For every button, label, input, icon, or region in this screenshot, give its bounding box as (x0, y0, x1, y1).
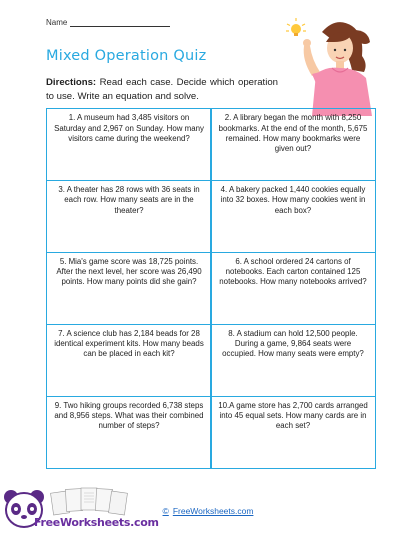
problem-cell-2[interactable]: 2. A library began the month with 8,250 bookmarks. At the end of the month, 5,675 remained. How many bookmarks were given out? (210, 108, 375, 181)
footer-link-text[interactable]: FreeWorksheets.com (172, 506, 254, 516)
worksheet-thumbnails-icon (50, 486, 130, 516)
problem-cell-9[interactable]: 9. Two hiking groups recorded 6,738 steps and 8,956 steps. What was their combined number of steps? (46, 396, 211, 469)
problem-cell-7[interactable]: 7. A science club has 2,184 beads for 28 identical experiment kits. How many beads can be placed in each kit? (46, 324, 211, 397)
directions-text: Read each case. Decide which operation to use. Write an equation and solve. (46, 77, 278, 102)
directions (46, 76, 278, 104)
lightbulb-icon (286, 18, 306, 36)
problems-grid (46, 108, 376, 469)
girl-illustration (282, 12, 378, 116)
name-field (46, 18, 170, 27)
problem-cell-8[interactable]: 8. A stadium can hold 12,500 people. During a game, 9,864 seats were occupied. How many seats were empty? (210, 324, 375, 397)
problem-cell-10[interactable]: 10.A game store has 2,700 cards arranged into 45 equal sets. How many cards are in each set? (210, 396, 375, 469)
name-label: Name (46, 18, 68, 27)
problem-cell-5[interactable]: 5. Mia's game score was 18,725 points. After the next level, her score was 26,490 points. How many points did she gain? (46, 252, 211, 325)
page-title: Mixed Operation Quiz (46, 48, 207, 64)
directions-label: Directions: (46, 77, 97, 88)
problem-cell-3[interactable]: 3. A theater has 28 rows with 36 seats in each row. How many seats are in the theater? (46, 180, 211, 253)
copyright-symbol: © (162, 506, 169, 516)
problem-cell-4[interactable]: 4. A bakery packed 1,440 cookies equally into 32 boxes. How many cookies went in each box? (210, 180, 375, 253)
name-line-blank[interactable] (70, 18, 170, 27)
problem-cell-1[interactable]: 1. A museum had 3,485 visitors on Saturday and 2,967 on Sunday. How many visitors came during the weekend? (46, 108, 211, 181)
logo-text: FreeWorksheets.com (34, 516, 159, 529)
problem-cell-6[interactable]: 6. A school ordered 24 cartons of notebooks. Each carton contained 125 notebooks. How many notebooks arrived? (210, 252, 375, 325)
